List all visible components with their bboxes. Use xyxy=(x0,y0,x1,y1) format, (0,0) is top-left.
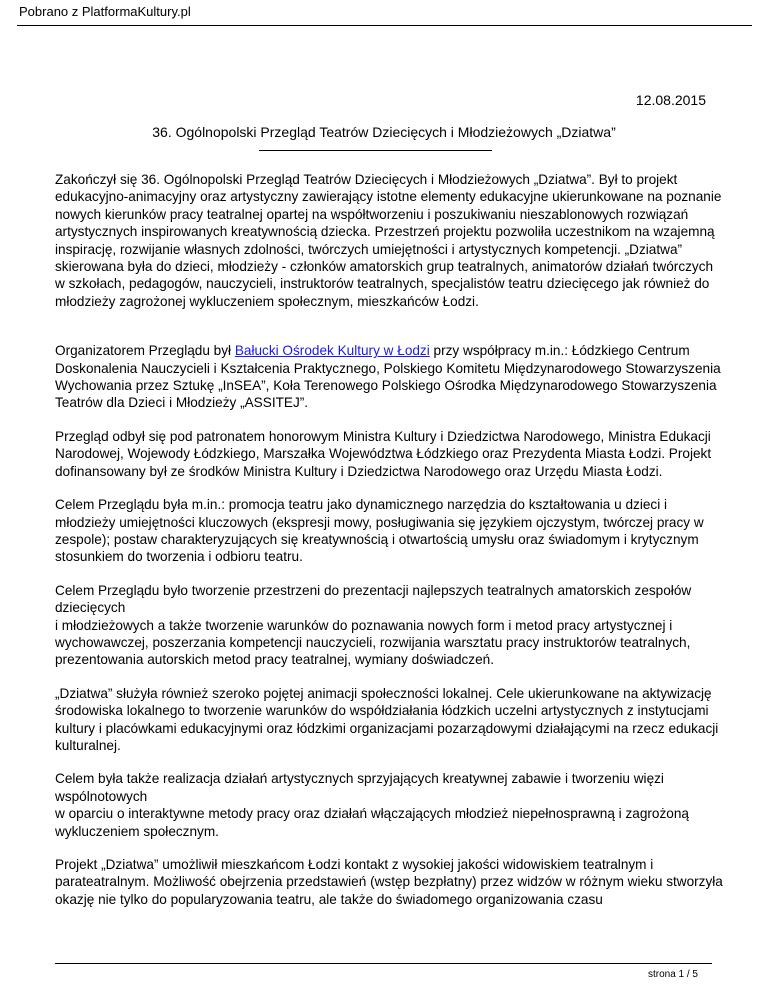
title-divider xyxy=(259,150,492,151)
paragraph-goals: Celem Przeglądu była m.in.: promocja teatru jako dynamicznego narzędzia do kształtowania u dzieci i młodzieży umiejętności kluczowych (ekspresji mowy, posługiwania się językiem ojczystym, twórczej pracy w zespole); postaw charakteryzujących się kreatywnością i otwartością umysłu oraz świadomym i krytycznym stosunkiem do tworzenia i odbioru teatru. xyxy=(55,497,704,565)
paragraph-animation: „Dziatwa” służyła również szeroko pojętej animacji społeczności lokalnej. Cele ukierunkowane na aktywizację środowiska lokalnego to tworzenie warunków do współdziałania łódzkich uczelni artystycznych z instytucjami kultury i placówkami edukacyjnymi oraz łódzkimi organizacjami pozarządowymi działającymi na rzecz edukacji kulturalnej. xyxy=(55,685,719,753)
paragraph-intro: Zakończył się 36. Ogólnopolski Przegląd Teatrów Dziecięcych i Młodzieżowych „Dziatwa”. Był to projekt edukacyjno-animacyjny oraz artystyczny zawierający istotne elementy edukacyjne ukierunkowane na poznanie nowych kierunków pracy teatralnej opartej na współtworzeniu i poszukiwaniu nieszablonowych rozwiązań artystycznych inspirowanych kreatywnością dziecka. Przestrzeń projektu pozwoliła uczestnikom na wzajemną inspirację, rozwijanie własnych zdolności, twórczych umiejętności i artystycznych kompetencji. „Dziatwa” skierowana była do dzieci, młodzieży - członków amatorskich grup teatralnych, animatorów działań twórczych w szkołach, pedagogów, nauczycieli, instruktorów teatralnych, specjalistów teatru dziecięcego jak również do młodzieży zagrożonej wykluczeniem społecznym, mieszkańców Łodzi. xyxy=(55,172,722,309)
paragraph-patronage: Przegląd odbył się pod patronatem honorowym Ministra Kultury i Dziedzictwa Narodowego, Ministra Edukacji Narodowej, Wojewody Łódzkiego, Marszałka Województwa Łódzkiego oraz Prezydenta Miasta Łodzi. Projekt dofinansowany był ze środków Ministra Kultury i Dziedzictwa Narodowego oraz Urzędu Miasta Łodzi. xyxy=(55,428,712,479)
artistic-line-2: w oparciu o interaktywne metody pracy oraz działań włączających młodzież niepełnosprawną i zagrożoną wykluczeniem społecznym. xyxy=(55,806,689,839)
paragraph-space xyxy=(55,582,723,669)
organizer-text-before: Organizatorem Przeglądu był xyxy=(55,343,235,359)
page-number: strona 1 / 5 xyxy=(647,969,698,980)
organizer-link[interactable]: Bałucki Ośrodek Kultury w Łodzi xyxy=(234,343,430,359)
header-source: Pobrano z PlatformaKultury.pl xyxy=(19,4,191,19)
header-divider xyxy=(17,25,752,26)
footer-divider xyxy=(55,963,712,964)
paragraph-artistic xyxy=(55,770,723,840)
paragraph-organizer xyxy=(55,342,723,412)
space-line-2: i młodzieżowych a także tworzenie warunków do poznawania nowych form i metod pracy artystycznej i wychowawczej, poszerzania kompetencji nauczycieli, rozwijania warsztatu pracy instruktorów teatralnych, prezentowania autorskich metod pracy teatralnej, wymiany doświadczeń. xyxy=(55,617,691,668)
article-body xyxy=(55,171,723,924)
organizer-text-after: przy współpracy m.in.: Łódzkiego Centrum Doskonalenia Nauczycieli i Kształcenia Praktycznego, Polskiego Komitetu Międzynarodowego Stowarzyszenia Wychowania przez Sztukę „InSEA”, Koła Terenowego Polskiego Ośrodka Międzynarodowego Stowarzyszenia Teatrów dla Dzieci i Młodzieży „ASSITEJ”. xyxy=(55,343,721,411)
paragraph-project: Projekt „Dziatwa” umożliwił mieszkańcom Łodzi kontakt z wysokiej jakości widowiskiem teatralnym i parateatralnym. Możliwość obejrzenia przedstawień (wstęp bezpłatny) przez widzów w różnym wieku stworzyła okazję nie tylko do popularyzowania teatru, ale także do świadomego organizowania czasu xyxy=(55,857,723,907)
space-line-1: Celem Przeglądu było tworzenie przestrzeni do prezentacji najlepszych teatralnych amatorskich zespołów dziecięcych xyxy=(55,582,692,616)
artistic-line-1: Celem była także realizacja działań artystycznych sprzyjających kreatywnej zabawie i tworzeniu więzi wspólnotowych xyxy=(55,771,664,804)
article-date: 12.08.2015 xyxy=(635,92,706,108)
article-title: 36. Ogólnopolski Przegląd Teatrów Dziecięcych i Młodzieżowych „Dziatwa” xyxy=(152,124,616,140)
